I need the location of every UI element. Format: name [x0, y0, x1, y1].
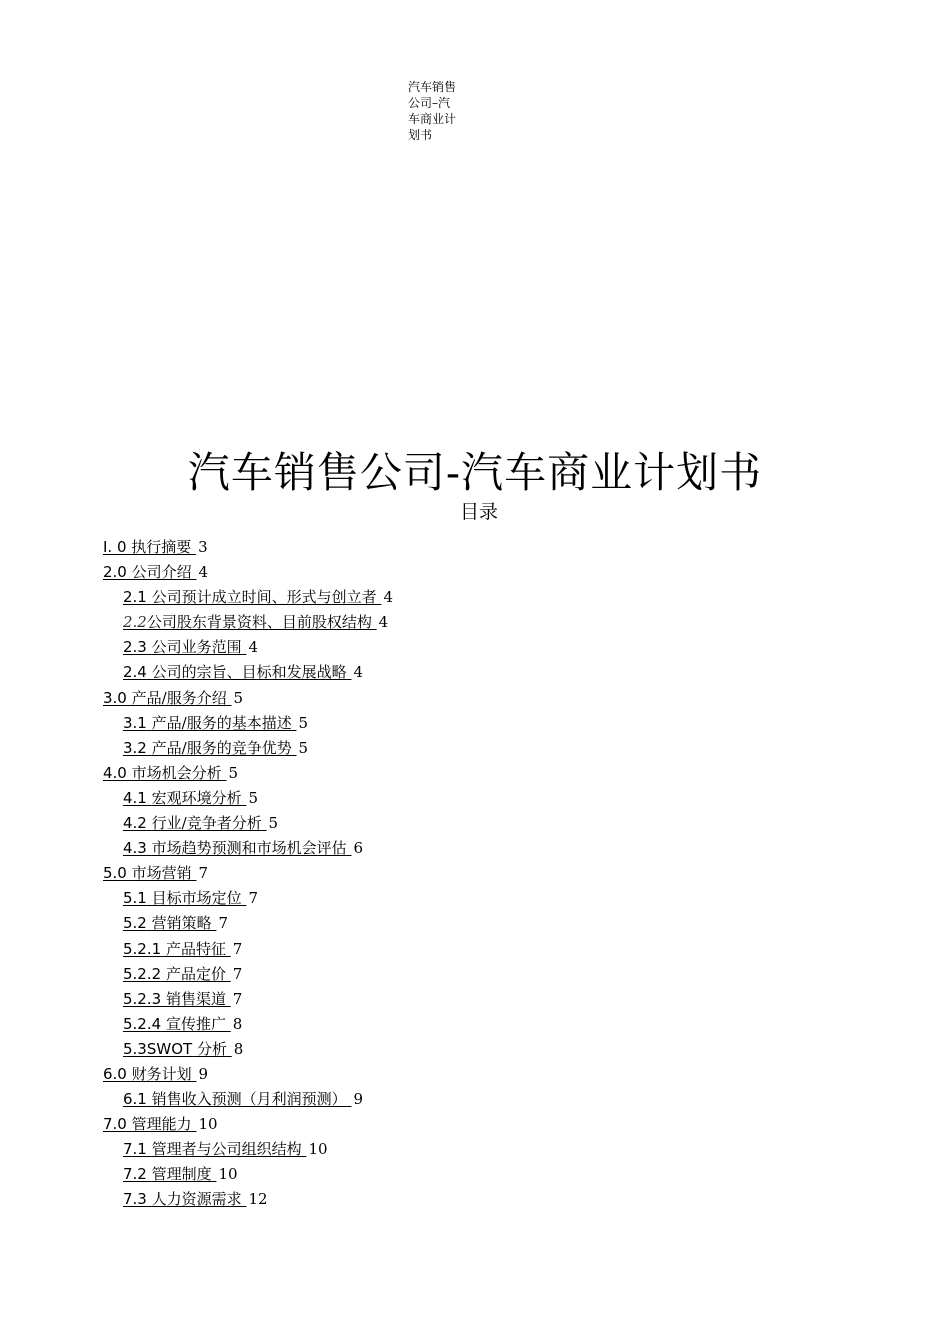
document-title: 汽车销售公司-汽车商业计划书: [187, 448, 763, 497]
toc-entry-link[interactable]: 5.2.2 产品定价: [123, 964, 226, 983]
toc-page-number: 3: [198, 538, 208, 556]
toc-entry: [103, 535, 923, 560]
toc-entry: [103, 560, 923, 585]
toc-entry: [103, 811, 923, 836]
table-of-contents: [103, 535, 923, 1213]
toc-entry: [103, 1037, 923, 1062]
toc-page-number: 4: [353, 663, 363, 682]
toc-page-number: 10: [308, 1140, 328, 1159]
toc-page-number: 10: [218, 1165, 238, 1184]
toc-entry: [103, 686, 923, 711]
toc-entry-link[interactable]: 5.1 目标市场定位: [123, 889, 242, 908]
toc-page-number: 5: [298, 738, 309, 757]
toc-entry-link[interactable]: 2.0 公司介绍: [103, 563, 192, 582]
toc-page-number: 8: [232, 1014, 243, 1033]
toc-entry: [103, 610, 923, 635]
toc-entry-link[interactable]: 7.1 管理者与公司组织结构: [123, 1140, 302, 1159]
toc-entry: [103, 660, 923, 685]
toc-entry-link[interactable]: 5.2.1 产品特征: [123, 939, 226, 958]
toc-page-number: 7: [232, 964, 243, 983]
toc-page-number: 4: [383, 588, 393, 607]
toc-entry: [103, 937, 923, 962]
toc-entry: [103, 836, 923, 861]
toc-entry: [103, 1087, 923, 1112]
toc-page-number: 6: [353, 839, 363, 858]
toc-entry-link[interactable]: 5.2 营销策略: [123, 914, 212, 933]
toc-heading: 目录: [459, 501, 498, 523]
toc-entry: [103, 911, 923, 936]
toc-entry-link[interactable]: 4.3 市场趋势预测和市场机会评估: [123, 839, 347, 858]
toc-entry-link[interactable]: 4.1 宏观环境分析: [123, 788, 242, 807]
toc-entry: [103, 1162, 923, 1187]
toc-entry: [103, 635, 923, 660]
toc-entry-link[interactable]: I. 0 执行摘要: [103, 538, 192, 556]
toc-page-number: 7: [232, 989, 243, 1008]
toc-entry-link[interactable]: 5.2.4 宣传推广: [123, 1014, 226, 1033]
toc-page-number: 5: [298, 713, 309, 732]
toc-entry: [103, 1137, 923, 1162]
cover-small-title: 汽车销售公司–汽车商业计划书: [408, 80, 457, 142]
toc-entry: [103, 987, 923, 1012]
toc-page-number: 5: [268, 814, 279, 833]
toc-entry-link[interactable]: 2.1 公司预计成立时间、形式与创立者: [123, 588, 377, 607]
toc-entry: [103, 761, 923, 786]
toc-entry-link[interactable]: 3.0 产品/服务介绍: [103, 688, 227, 707]
toc-page-number: 7: [248, 889, 258, 908]
toc-page-number: 8: [233, 1039, 244, 1058]
toc-entry-link[interactable]: 2.4 公司的宗旨、目标和发展战略: [123, 663, 347, 682]
toc-page-number: 7: [198, 864, 208, 883]
toc-page-number: 12: [248, 1190, 268, 1209]
toc-entry-link[interactable]: 7.2 管理制度: [123, 1165, 212, 1184]
toc-page-number: 5: [228, 763, 238, 782]
toc-entry: [103, 736, 923, 761]
toc-page-number: 4: [248, 638, 258, 657]
toc-entry-link[interactable]: 4.2 行业/竞争者分析: [123, 814, 262, 833]
toc-entry: [103, 1062, 923, 1087]
toc-page-number: 5: [233, 688, 244, 707]
toc-page-number: 5: [248, 788, 258, 807]
toc-page-number: 4: [198, 563, 208, 582]
toc-entry: [103, 585, 923, 610]
toc-page-number: 10: [198, 1115, 218, 1134]
toc-entry: [103, 1012, 923, 1037]
toc-entry-link[interactable]: 5.0 市场营销: [103, 864, 192, 883]
toc-page-number: 4: [378, 613, 389, 632]
toc-entry-link[interactable]: 3.1 产品/服务的基本描述: [123, 713, 292, 732]
toc-entry-link[interactable]: 6.1 销售收入预测（月利润预测）: [123, 1090, 347, 1109]
toc-page-number: 7: [218, 914, 228, 933]
toc-entry-link[interactable]: 2.3 公司业务范围: [123, 638, 242, 657]
toc-entry: [103, 786, 923, 811]
toc-page-number: 7: [232, 939, 243, 958]
toc-entry-link[interactable]: 3.2 产品/服务的竞争优势: [123, 738, 292, 757]
toc-entry: [103, 962, 923, 987]
toc-entry-link[interactable]: 6.0 财务计划: [103, 1064, 192, 1083]
toc-entry-link[interactable]: 2.2公司股东背景资料、目前股权结构: [123, 613, 372, 632]
toc-entry-link[interactable]: 5.2.3 销售渠道: [123, 989, 226, 1008]
toc-page-number: 9: [353, 1090, 363, 1109]
toc-entry-link[interactable]: 4.0 市场机会分析: [103, 763, 222, 782]
toc-entry: [103, 861, 923, 886]
toc-entry: [103, 1112, 923, 1137]
toc-entry: [103, 711, 923, 736]
toc-page-number: 9: [198, 1064, 208, 1083]
toc-entry-link[interactable]: 7.0 管理能力: [103, 1115, 192, 1134]
toc-entry: [103, 886, 923, 911]
toc-entry-link[interactable]: 5.3SWOT 分析: [123, 1039, 227, 1058]
toc-entry-link[interactable]: 7.3 人力资源需求: [123, 1190, 242, 1209]
toc-entry: [103, 1187, 923, 1212]
